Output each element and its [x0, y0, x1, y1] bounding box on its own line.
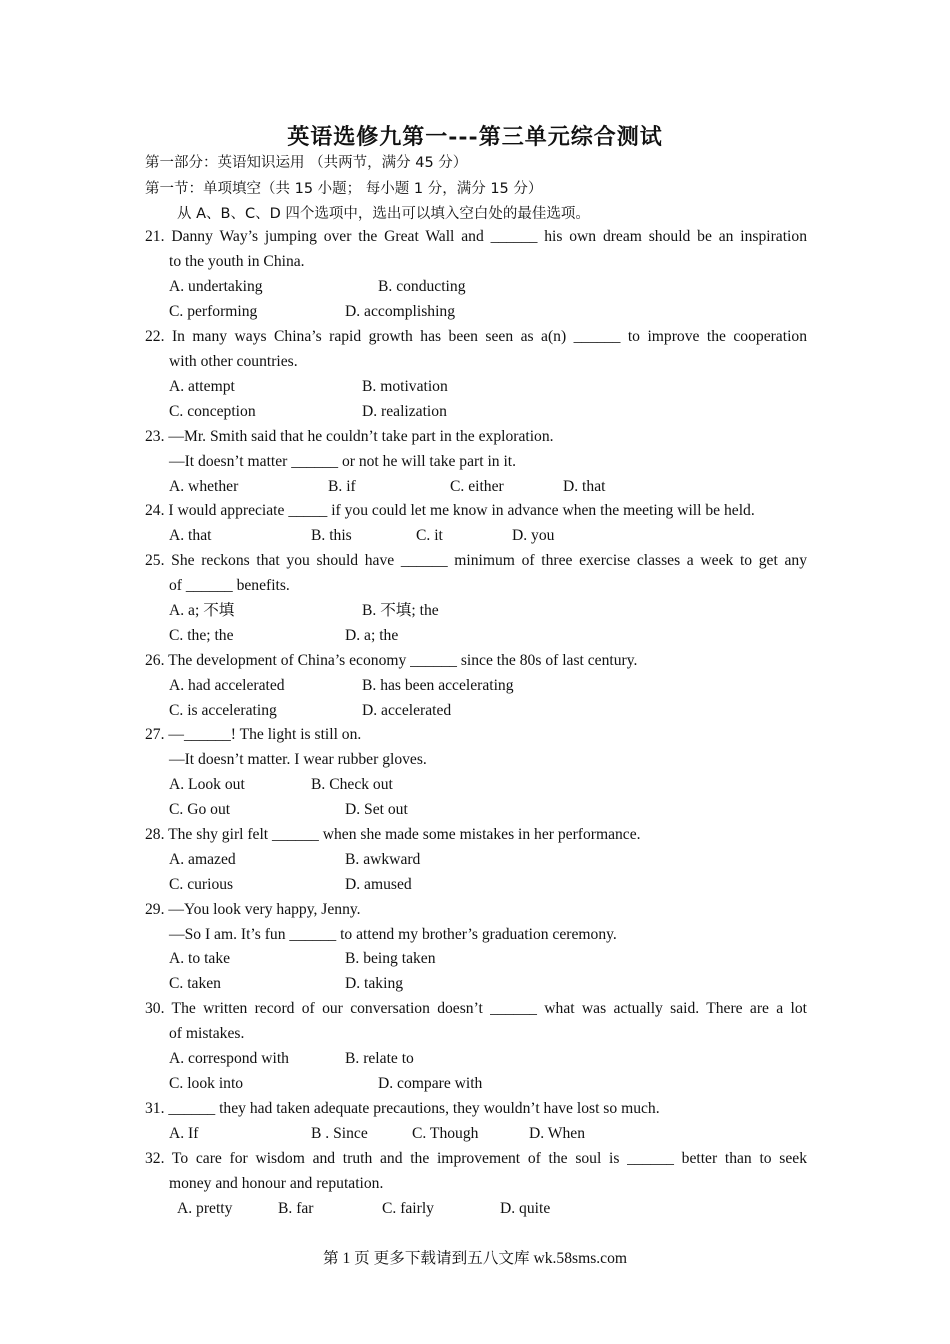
instruction: 从 A、B、C、D 四个选项中，选出可以填入空白处的最佳选项。 — [177, 206, 590, 222]
question-24-option-c: C. it — [416, 527, 443, 544]
question-30-line-1: 30. The written record of our conversation doesn’t ______ what was actually said. There are a lot — [145, 1000, 807, 1017]
question-31-option-b: B . Since — [311, 1125, 368, 1142]
question-32-line-2: money and honour and reputation. — [169, 1175, 384, 1192]
question-21-line-2: to the youth in China. — [169, 253, 305, 270]
question-24-line-1: 24. I would appreciate _____ if you could let me know in advance when the meeting will be held. — [145, 502, 755, 519]
question-27-option-d: D. Set out — [345, 801, 408, 818]
question-23-option-a: A. whether — [169, 478, 239, 495]
question-21-option-b: B. conducting — [378, 278, 466, 295]
page-title: 英语选修九第一---第三单元综合测试 — [287, 124, 663, 150]
question-27-option-c: C. Go out — [169, 801, 231, 818]
question-22-option-b: B. motivation — [362, 378, 448, 395]
question-31-option-c: C. Though — [412, 1125, 479, 1142]
question-28-option-c: C. curious — [169, 876, 234, 893]
question-23-option-d: D. that — [563, 478, 606, 495]
question-27-line-1: 27. —______! The light is still on. — [145, 726, 362, 743]
question-21-option-a: A. undertaking — [169, 278, 263, 295]
question-32-option-c: C. fairly — [382, 1200, 434, 1217]
question-22-option-d: D. realization — [362, 403, 447, 420]
question-28-option-a: A. amazed — [169, 851, 236, 868]
question-21-option-d: D. accomplishing — [345, 303, 456, 320]
question-24-option-d: D. you — [512, 527, 555, 544]
question-28-option-d: D. amused — [345, 876, 412, 893]
question-30-option-d: D. compare with — [378, 1075, 483, 1092]
page-footer: 第 1 页 更多下载请到五八文库 wk.58sms.com — [322, 1250, 628, 1267]
question-22-option-a: A. attempt — [169, 378, 235, 395]
question-25-option-d: D. a; the — [345, 627, 399, 644]
question-29-option-a: A. to take — [169, 950, 231, 967]
question-29-option-b: B. being taken — [345, 950, 436, 967]
question-30-option-a: A. correspond with — [169, 1050, 289, 1067]
question-32-option-d: D. quite — [500, 1200, 551, 1217]
question-27-line-2: —It doesn’t matter. I wear rubber gloves. — [169, 751, 427, 768]
question-31-line-1: 31. ______ they had taken adequate precautions, they wouldn’t have lost so much. — [145, 1100, 660, 1117]
question-30-line-2: of mistakes. — [169, 1025, 245, 1042]
question-25-option-a: A. a; 不填 — [169, 602, 235, 619]
question-23-option-c: C. either — [450, 478, 504, 495]
question-22-line-2: with other countries. — [169, 353, 298, 370]
question-26-option-a: A. had accelerated — [169, 677, 285, 694]
part-heading: 第一部分：英语知识运用 （共两节，满分 45 分） — [145, 155, 468, 171]
question-27-option-a: A. Look out — [169, 776, 245, 793]
question-24-option-a: A. that — [169, 527, 212, 544]
question-25-line-1: 25. She reckons that you should have ______ minimum of three exercise classes a week to get any — [145, 552, 807, 569]
question-23-option-b: B. if — [328, 478, 356, 495]
question-21-line-1: 21. Danny Way’s jumping over the Great Wall and ______ his own dream should be an inspiration — [145, 228, 807, 245]
question-32-line-1: 32. To care for wisdom and truth and the improvement of the soul is ______ better than to seek — [145, 1150, 807, 1167]
question-22-line-1: 22. In many ways China’s rapid growth has been seen as a(n) ______ to improve the cooperation — [145, 328, 807, 345]
section-heading: 第一节：单项填空（共 15 小题； 每小题 1 分，满分 15 分） — [145, 181, 543, 197]
question-25-option-b: B. 不填; the — [362, 602, 439, 619]
question-31-option-a: A. If — [169, 1125, 199, 1142]
question-25-option-c: C. the; the — [169, 627, 234, 644]
question-26-line-1: 26. The development of China’s economy ______ since the 80s of last century. — [145, 652, 638, 669]
question-29-option-c: C. taken — [169, 975, 221, 992]
question-25-line-2: of ______ benefits. — [169, 577, 290, 594]
question-32-option-b: B. far — [278, 1200, 314, 1217]
question-29-line-2: —So I am. It’s fun ______ to attend my brother’s graduation ceremony. — [169, 926, 617, 943]
question-28-line-1: 28. The shy girl felt ______ when she made some mistakes in her performance. — [145, 826, 641, 843]
question-27-option-b: B. Check out — [311, 776, 393, 793]
question-32-option-a: A. pretty — [177, 1200, 233, 1217]
question-29-line-1: 29. —You look very happy, Jenny. — [145, 901, 361, 918]
question-26-option-c: C. is accelerating — [169, 702, 277, 719]
question-31-option-d: D. When — [529, 1125, 586, 1142]
question-23-line-1: 23. —Mr. Smith said that he couldn’t take part in the exploration. — [145, 428, 554, 445]
question-30-option-b: B. relate to — [345, 1050, 414, 1067]
question-22-option-c: C. conception — [169, 403, 256, 420]
question-23-line-2: —It doesn’t matter ______ or not he will take part in it. — [169, 453, 517, 470]
question-28-option-b: B. awkward — [345, 851, 421, 868]
question-26-option-b: B. has been accelerating — [362, 677, 514, 694]
question-26-option-d: D. accelerated — [362, 702, 452, 719]
question-29-option-d: D. taking — [345, 975, 404, 992]
question-24-option-b: B. this — [311, 527, 352, 544]
question-21-option-c: C. performing — [169, 303, 258, 320]
question-30-option-c: C. look into — [169, 1075, 244, 1092]
